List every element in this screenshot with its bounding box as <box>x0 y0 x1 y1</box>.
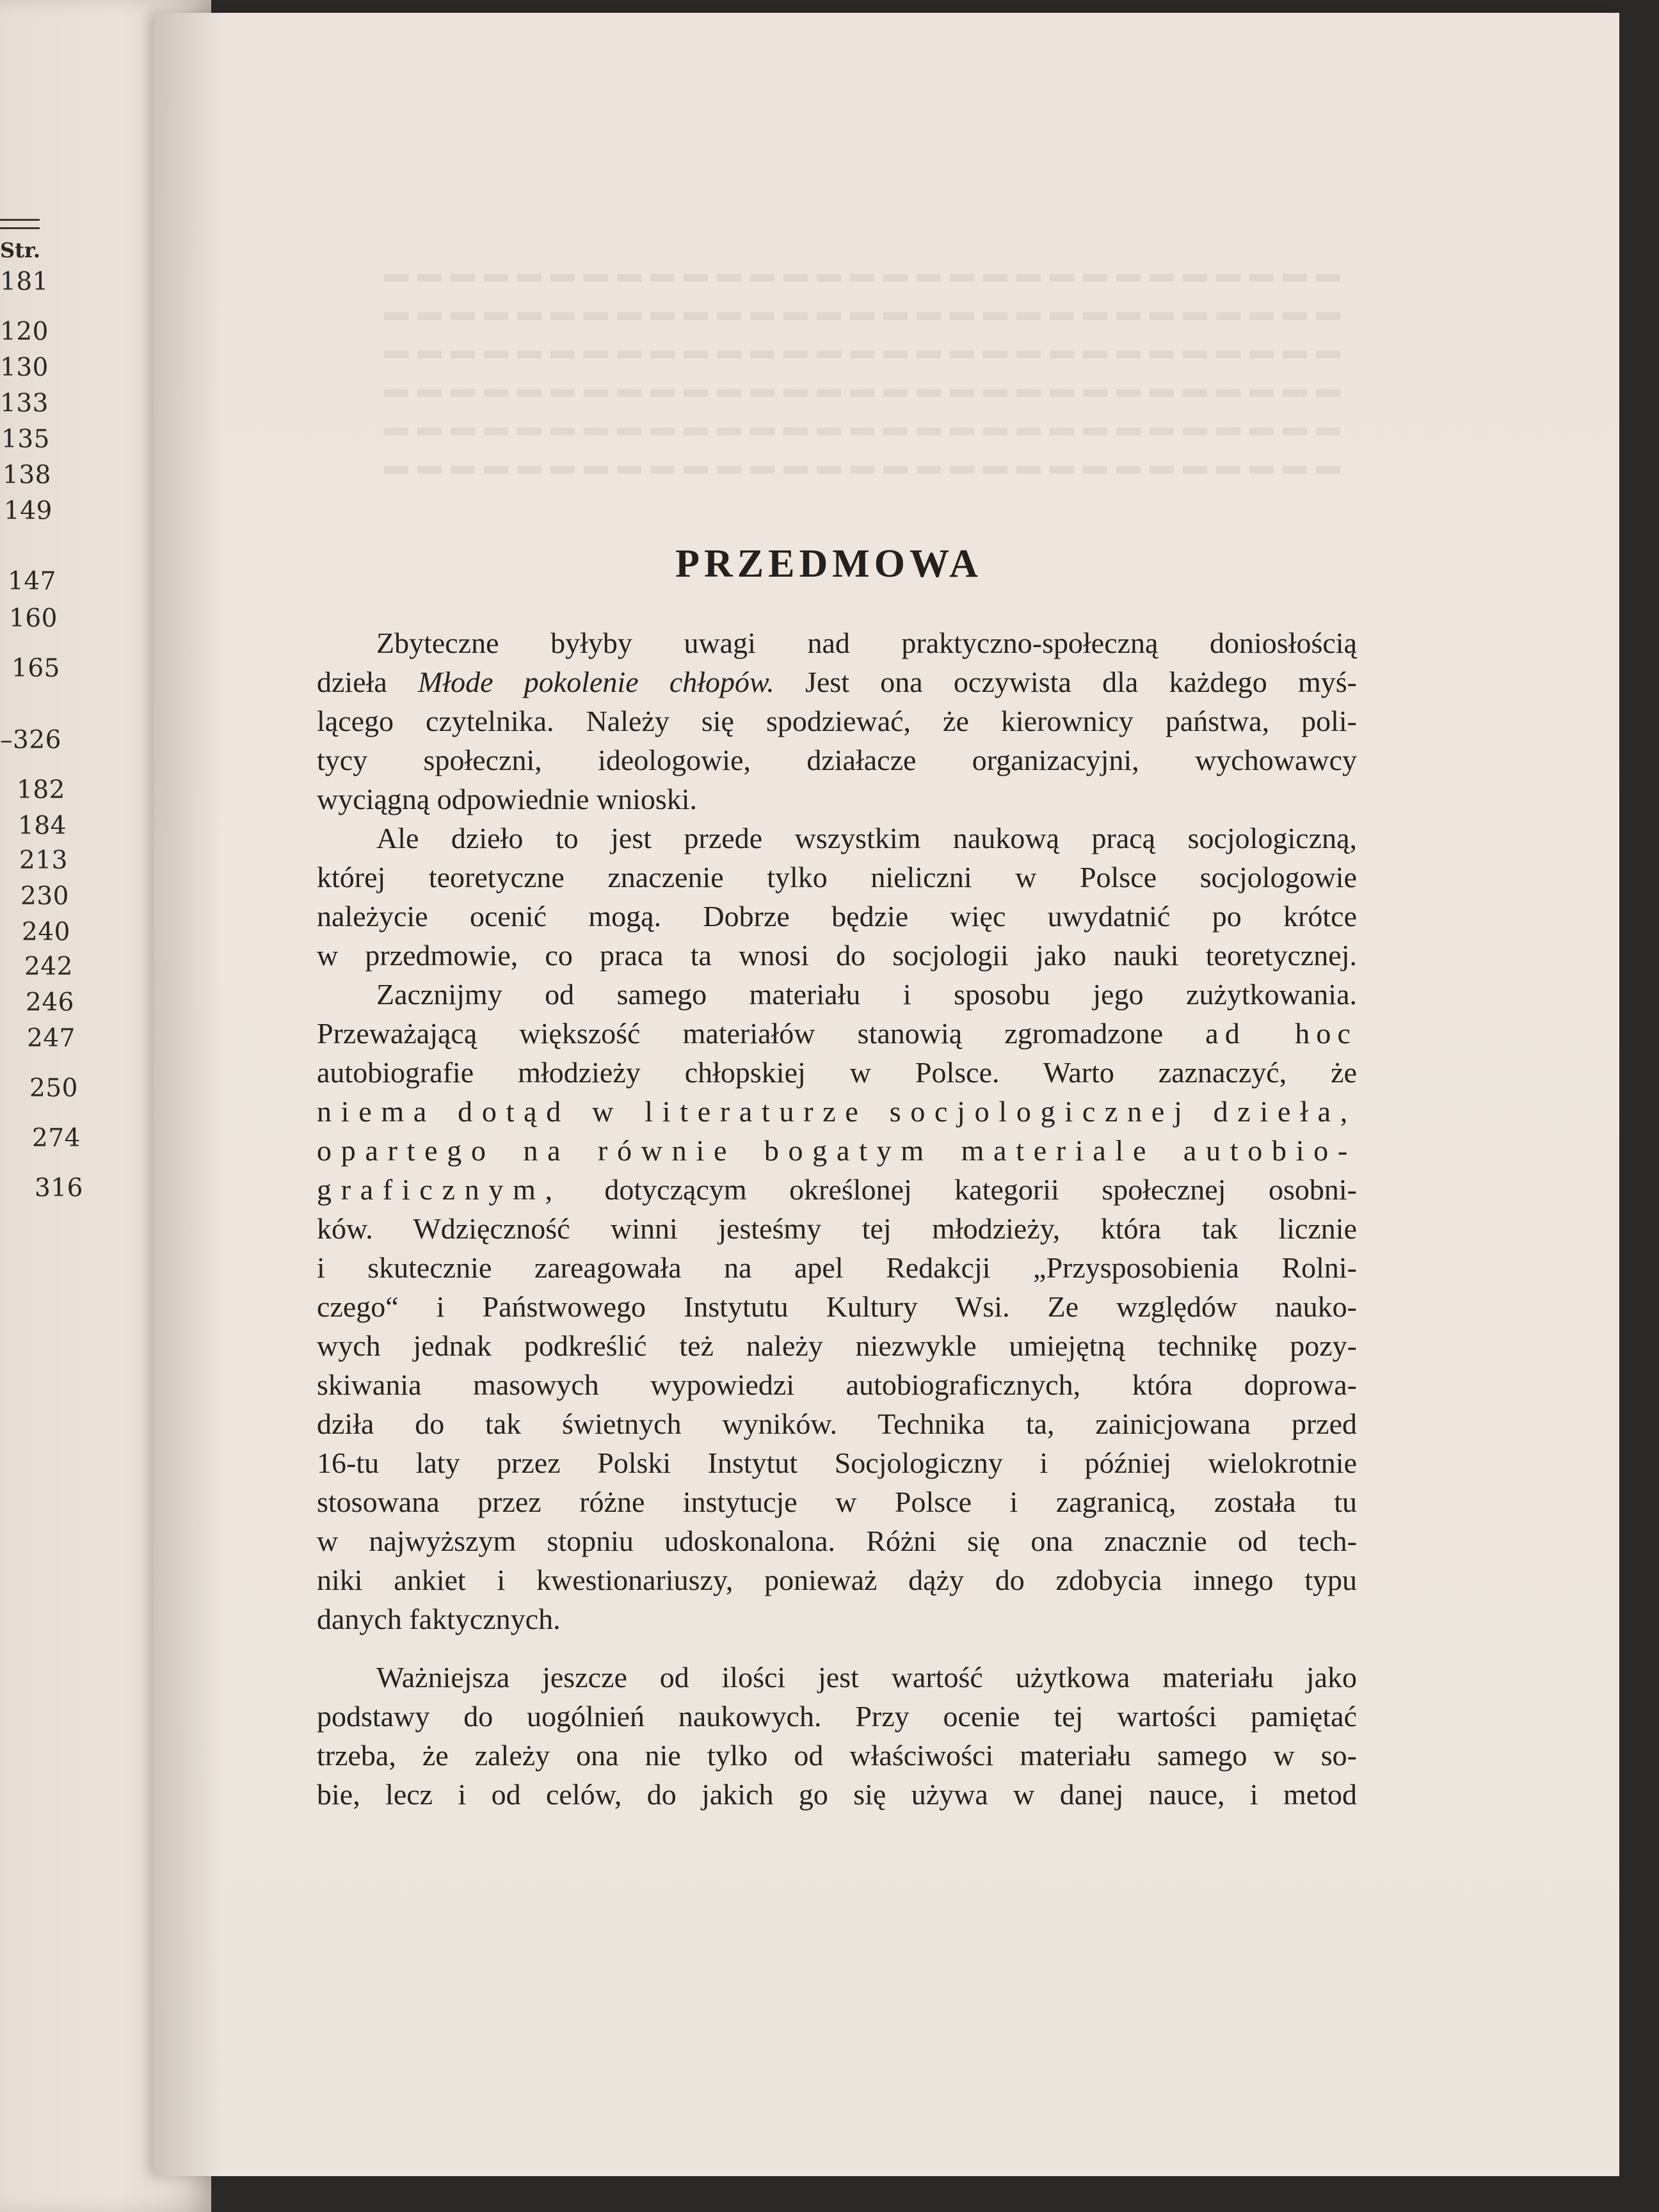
toc-page-number: 181 <box>0 268 49 296</box>
text-line: danych faktycznych. <box>317 1603 561 1635</box>
text-line: tycy społeczni, ideologowie, działacze organizacyjni, wychowawcy <box>317 744 1357 776</box>
text-line: w przedmowie, co praca ta wnosi do socjologii jako nauki teoretycznej. <box>317 939 1357 972</box>
text-line: w najwyższym stopniu udoskonalona. Różni się ona znacznie od tech- <box>317 1525 1357 1557</box>
text-line: Przeważającą większość materiałów stanowią zgromadzone ad hoc <box>317 1017 1357 1050</box>
toc-page-number: 274 <box>32 1124 81 1153</box>
toc-page-number: 138 <box>3 461 51 490</box>
text-line: Zacznijmy od samego materiału i sposobu jego zużytkowania. <box>376 978 1357 1011</box>
text-line: Zbyteczne byłyby uwagi nad praktyczno-społeczną doniosłością <box>376 627 1357 659</box>
text-line: wyciągną odpowiednie wnioski. <box>317 783 698 815</box>
toc-page-number: 133 <box>0 389 49 418</box>
toc-page-number: –326 <box>0 726 61 755</box>
toc-page-number: 230 <box>20 882 69 911</box>
text-line: 16-tu laty przez Polski Instytut Socjologiczny i później wielokrotnie <box>317 1447 1357 1479</box>
toc-page-number: 135 <box>1 425 50 454</box>
toc-page-number: 130 <box>0 353 49 382</box>
toc-page-number: 213 <box>19 846 68 875</box>
toc-page-number: 247 <box>27 1024 76 1053</box>
toc-page-number: 149 <box>4 497 52 525</box>
text-line: ków. Wdzięczność winni jesteśmy tej młodzieży, która tak licznie <box>317 1212 1357 1245</box>
text-line: dziła do tak świetnych wyników. Technika ta, zainicjowana przed <box>317 1407 1357 1440</box>
book-title-italic: Młode pokolenie chłopów. <box>418 666 774 698</box>
toc-page-number: 165 <box>12 654 60 683</box>
text-line: wych jednak podkreślić też należy niezwykle umiejętną technikę pozy- <box>317 1329 1357 1362</box>
text-line: której teoretyczne znaczenie tylko nieliczni w Polsce socjologowie <box>317 861 1357 894</box>
text-line: skiwania masowych wypowiedzi autobiograficznych, która doprowa- <box>317 1368 1357 1401</box>
text-line: niki ankiet i kwestionariuszy, ponieważ dąży do zdobycia innego typu <box>317 1564 1357 1596</box>
toc-page-number: 184 <box>18 812 67 840</box>
text-line: trzeba, że zależy ona nie tylko od właściwości materiału samego w so- <box>317 1739 1357 1772</box>
text-line-spaced: opartego na równie bogatym materiale autobio- <box>317 1134 1357 1167</box>
spaced-latin-phrase: ad hoc <box>1205 1017 1357 1050</box>
text-line: bie, lecz i od celów, do jakich go się używa w danej nauce, i metod <box>317 1778 1357 1811</box>
text-line-spaced: niema dotąd w literaturze socjologicznej dzieła, <box>317 1095 1357 1128</box>
text-line: lącego czytelnika. Należy się spodziewać, że kierownicy państwa, poli- <box>317 705 1357 737</box>
toc-page-number: 250 <box>29 1074 78 1103</box>
text-line: czego“ i Państwowego Instytutu Kultury Wsi. Ze względów nauko- <box>317 1290 1357 1323</box>
text-line: stosowana przez różne instytucje w Polsce i zagranicą, została tu <box>317 1486 1357 1518</box>
text-line: i skutecznie zareagowała na apel Redakcji „Przysposobienia Rolni- <box>317 1251 1357 1284</box>
toc-page-number: 120 <box>0 317 49 346</box>
page-title: PRZEDMOWA <box>675 542 982 586</box>
double-rule <box>0 219 40 229</box>
text-line: należycie ocenić mogą. Dobrze będzie więc uwydatnić po krótce <box>317 900 1357 933</box>
toc-page-number: 242 <box>24 952 73 981</box>
text-line: dzieła Młode pokolenie chłopów. Jest ona oczywista dla każdego myś- <box>317 666 1357 698</box>
toc-page-number: 240 <box>22 918 70 947</box>
text-line: autobiografie młodzieży chłopskiej w Polsce. Warto zaznaczyć, że <box>317 1056 1357 1089</box>
toc-page-number: 160 <box>9 604 58 633</box>
page-column-heading: Str. <box>0 238 40 262</box>
toc-page-number: 316 <box>35 1174 83 1203</box>
text-line: Ale dzieło to jest przede wszystkim naukową pracą socjologiczną, <box>376 822 1357 854</box>
text-line: Ważniejsza jeszcze od ilości jest wartość użytkowa materiału jako <box>376 1661 1357 1694</box>
toc-page-number: 182 <box>17 776 65 805</box>
toc-page-number: 246 <box>26 988 74 1017</box>
text-line: podstawy do uogólnień naukowych. Przy ocenie tej wartości pamiętać <box>317 1700 1357 1733</box>
text-line: graficznym, dotyczącym określonej kategorii społecznej osobni- <box>317 1173 1357 1206</box>
toc-page-number: 147 <box>8 567 56 596</box>
